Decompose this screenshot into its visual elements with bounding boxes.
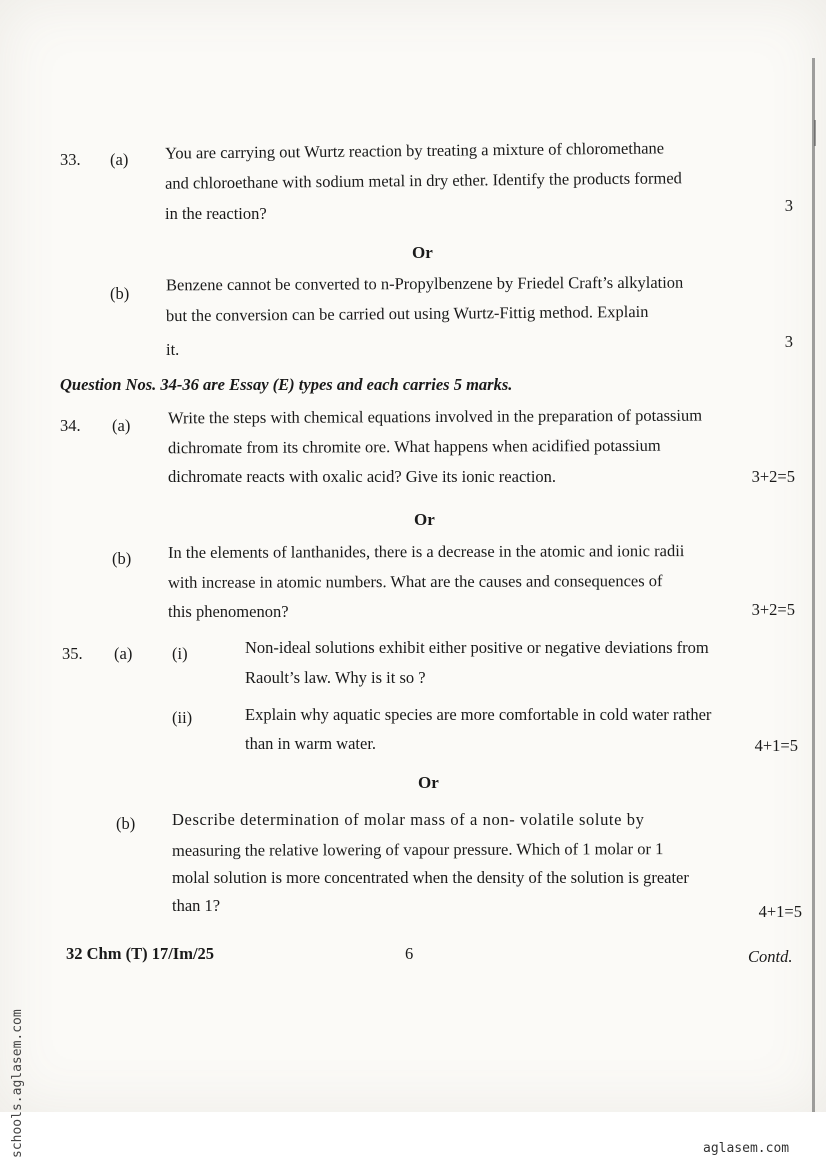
question-35b-label: (b) bbox=[116, 814, 136, 833]
question-33b-line-1: Benzene cannot be converted to n-Propylbenzene by Friedel Craft’s alkylation bbox=[165, 272, 684, 295]
question-35a-i-line-1: Non-ideal solutions exhibit either positive or negative deviations from bbox=[245, 638, 709, 657]
question-33-or: Or bbox=[412, 243, 433, 262]
question-33a-line-2: and chloroethane with sodium metal in dry ether. Identify the products formed bbox=[164, 168, 682, 193]
question-34b-line-3: this phenomenon? bbox=[168, 602, 289, 621]
question-35a-ii-line-2: than in warm water. bbox=[245, 734, 377, 753]
side-watermark: schools.aglasem.com bbox=[10, 1009, 25, 1158]
question-35a-i-line-2: Raoult’s law. Why is it so ? bbox=[245, 668, 426, 687]
question-35b-line-4: than 1? bbox=[172, 896, 221, 915]
question-33-number: 33. bbox=[60, 150, 81, 169]
question-34a-label: (a) bbox=[112, 416, 131, 435]
question-33a-label: (a) bbox=[110, 150, 129, 169]
question-34a-line-1: Write the steps with chemical equations involved in the preparation of potassium bbox=[167, 405, 703, 428]
question-35a-ii-line-1: Explain why aquatic species are more comfortable in cold water rather bbox=[245, 705, 712, 724]
question-34-number: 34. bbox=[60, 416, 81, 435]
bottom-watermark: aglasem.com bbox=[703, 1141, 790, 1156]
section-instruction: Question Nos. 34-36 are Essay (E) types and each carries 5 marks. bbox=[60, 375, 513, 394]
question-34b-line-2: with increase in atomic numbers. What are the causes and consequences of bbox=[167, 571, 663, 592]
question-34a-line-3: dichromate reacts with oxalic acid? Give its ionic reaction. bbox=[168, 467, 557, 486]
question-34b-marks: 3+2=5 bbox=[751, 600, 795, 619]
question-33b-marks: 3 bbox=[784, 332, 793, 351]
page-edge-mark bbox=[814, 120, 822, 146]
question-35b-line-2: measuring the relative lowering of vapour pressure. Which of 1 molar or 1 bbox=[171, 839, 664, 860]
paper-code: 32 Chm (T) 17/Im/25 bbox=[66, 944, 215, 963]
question-34-or: Or bbox=[414, 510, 435, 529]
question-35a-ii-label: (ii) bbox=[172, 708, 193, 727]
question-33a-line-3: in the reaction? bbox=[165, 204, 267, 223]
continued-label: Contd. bbox=[748, 947, 793, 966]
question-33b-line-2: but the conversion can be carried out using Wurtz-Fittig method. Explain bbox=[165, 301, 649, 326]
question-34b-line-1: In the elements of lanthanides, there is a decrease in the atomic and ionic radii bbox=[167, 541, 685, 562]
question-35-or: Or bbox=[418, 773, 439, 792]
question-35-number: 35. bbox=[62, 644, 83, 663]
question-33a-marks: 3 bbox=[784, 196, 793, 215]
question-35a-label: (a) bbox=[114, 644, 133, 663]
question-35a-marks: 4+1=5 bbox=[754, 736, 798, 755]
question-35b-line-1: Describe determination of molar mass of a non- volatile solute by bbox=[172, 810, 645, 829]
question-34a-line-2: dichromate from its chromite ore. What happens when acidified potassium bbox=[167, 435, 661, 458]
question-35a-i-label: (i) bbox=[172, 644, 188, 663]
page-number: 6 bbox=[405, 944, 414, 963]
question-33b-line-3: it. bbox=[166, 340, 180, 359]
question-35b-marks: 4+1=5 bbox=[758, 902, 802, 921]
page-edge-shadow bbox=[812, 58, 815, 1112]
question-34b-label: (b) bbox=[112, 549, 132, 568]
question-33a-line-1: You are carrying out Wurtz reaction by treating a mixture of chloromethane bbox=[164, 138, 665, 163]
question-33b-label: (b) bbox=[110, 284, 130, 303]
question-34a-marks: 3+2=5 bbox=[751, 467, 795, 486]
question-35b-line-3: molal solution is more concentrated when the density of the solution is greater bbox=[172, 868, 689, 887]
